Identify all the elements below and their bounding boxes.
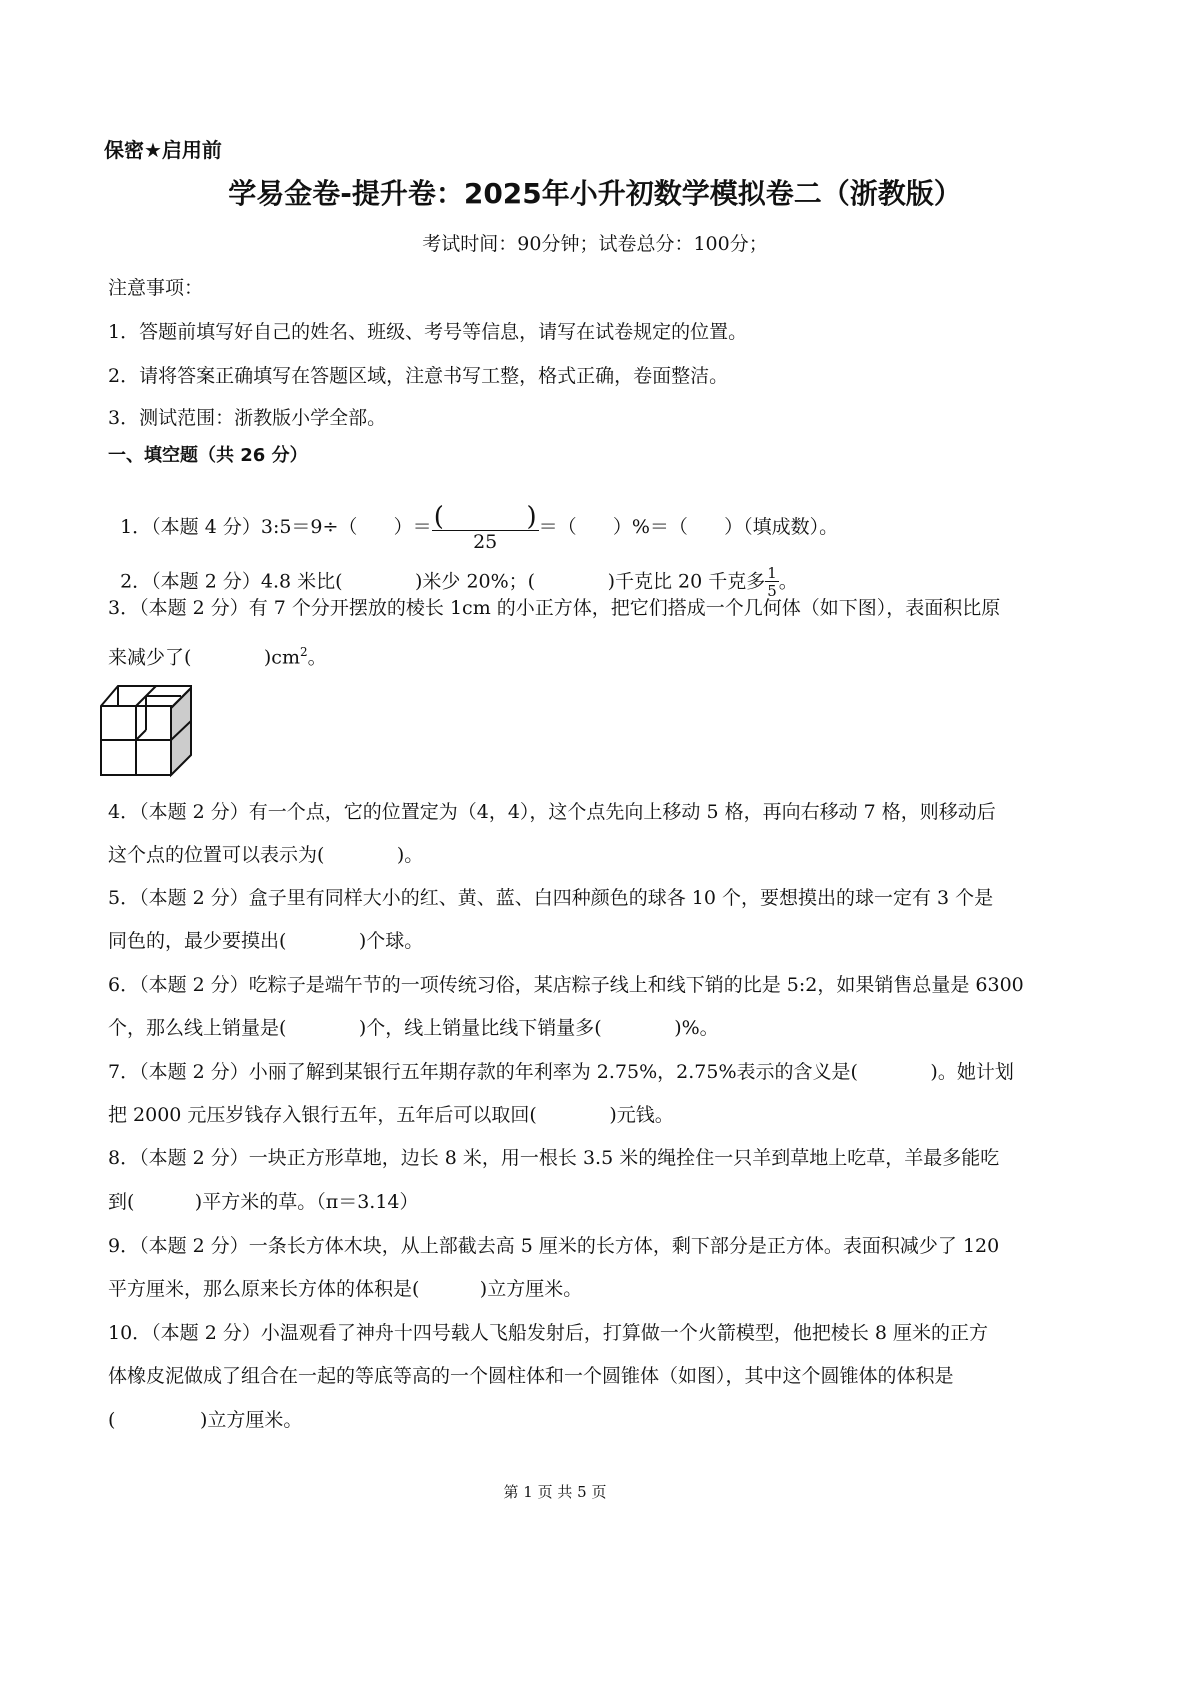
question-6-line2: 个，那么线上销量是( )个，线上销量比线下销量多( )%。 — [108, 1017, 719, 1039]
q2-text: 。 — [778, 570, 798, 593]
question-7-line2: 把 2000 元压岁钱存入银行五年，五年后可以取回( )元钱。 — [108, 1104, 674, 1126]
question-6-line1: 6．（本题 2 分）吃粽子是端午节的一项传统习俗，某店粽子线上和线下销的比是 5:2，如果销售总量是 6300 — [108, 974, 1024, 996]
page-number: 第 1 页 共 5 页 — [503, 1483, 607, 1501]
exam-info: 考试时间：90分钟；试卷总分：100分； — [422, 233, 768, 255]
question-10-line1: 10．（本题 2 分）小温观看了神舟十四号载人飞船发射后，打算做一个火箭模型，他把棱长 8 厘米的正方 — [108, 1322, 989, 1344]
superscript: 2 — [299, 645, 308, 659]
question-3-line2 — [108, 640, 327, 669]
question-10-line3: ( )立方厘米。 — [108, 1409, 303, 1431]
question-2 — [108, 542, 798, 599]
q3-text: 。 — [307, 646, 327, 669]
question-8-line1: 8．（本题 2 分）一块正方形草地，边长 8 米，用一根长 3.5 米的绳拴住一只羊到草地上吃草，羊最多能吃 — [108, 1147, 1000, 1169]
note-item: 1．答题前填写好自己的姓名、班级、考号等信息，请写在试卷规定的位置。 — [108, 321, 748, 343]
section-heading: 一、填空题（共 26 分） — [108, 445, 308, 466]
question-5-line2: 同色的，最少要摸出( )个球。 — [108, 930, 424, 952]
q1-text: 1．（本题 4 分）3:5＝9÷（ ）＝ — [120, 516, 432, 538]
cube-figure — [98, 683, 198, 779]
question-4-line1: 4．（本题 2 分）有一个点，它的位置定为（4，4），这个点先向上移动 5 格，再向右移动 7 格，则移动后 — [108, 801, 996, 823]
question-5-line1: 5．（本题 2 分）盒子里有同样大小的红、黄、蓝、白四种颜色的球各 10 个，要想摸出的球一定有 3 个是 — [108, 887, 994, 909]
q3-text: 来减少了( )cm — [108, 646, 300, 669]
fraction-denominator: 5 — [767, 582, 777, 600]
q2-text: 2．（本题 2 分）4.8 米比( )米少 20%；( )千克比 20 千克多 — [120, 570, 766, 593]
question-9-line2: 平方厘米，那么原来长方体的体积是( )立方厘米。 — [108, 1278, 583, 1300]
notes-heading: 注意事项： — [108, 277, 204, 299]
question-9-line1: 9．（本题 2 分）一条长方体木块，从上部截去高 5 厘米的长方体，剩下部分是正方体。表面积减少了 120 — [108, 1235, 1000, 1257]
fraction — [765, 566, 779, 599]
question-7-line1: 7．（本题 2 分）小丽了解到某银行五年期存款的年利率为 2.75%，2.75%表示的含义是( )。她计划 — [108, 1061, 1014, 1083]
confidential-label: 保密★启用前 — [104, 138, 222, 162]
note-item: 3．测试范围：浙教版小学全部。 — [108, 407, 387, 429]
fraction-numerator: ( ) — [433, 502, 537, 532]
question-8-line2: 到( )平方米的草。（π＝3.14） — [108, 1191, 419, 1213]
question-3-line1: 3．（本题 2 分）有 7 个分开摆放的棱长 1cm 的小正方体，把它们搭成一个几何体（如下图），表面积比原 — [108, 597, 1001, 619]
question-4-line2: 这个点的位置可以表示为( )。 — [108, 844, 424, 866]
fraction-denominator: 25 — [473, 531, 498, 553]
page-title: 学易金卷-提升卷：2025年小升初数学模拟卷二（浙教版） — [228, 177, 962, 210]
question-10-line2: 体橡皮泥做成了组合在一起的等底等高的一个圆柱体和一个圆锥体（如图），其中这个圆锥体的体积是 — [108, 1365, 954, 1387]
q1-text: ＝（ ）%＝（ ）（填成数）。 — [538, 516, 839, 538]
fraction-numerator: 1 — [767, 564, 777, 582]
note-item: 2．请将答案正确填写在答题区域，注意书写工整，格式正确，卷面整洁。 — [108, 365, 729, 387]
